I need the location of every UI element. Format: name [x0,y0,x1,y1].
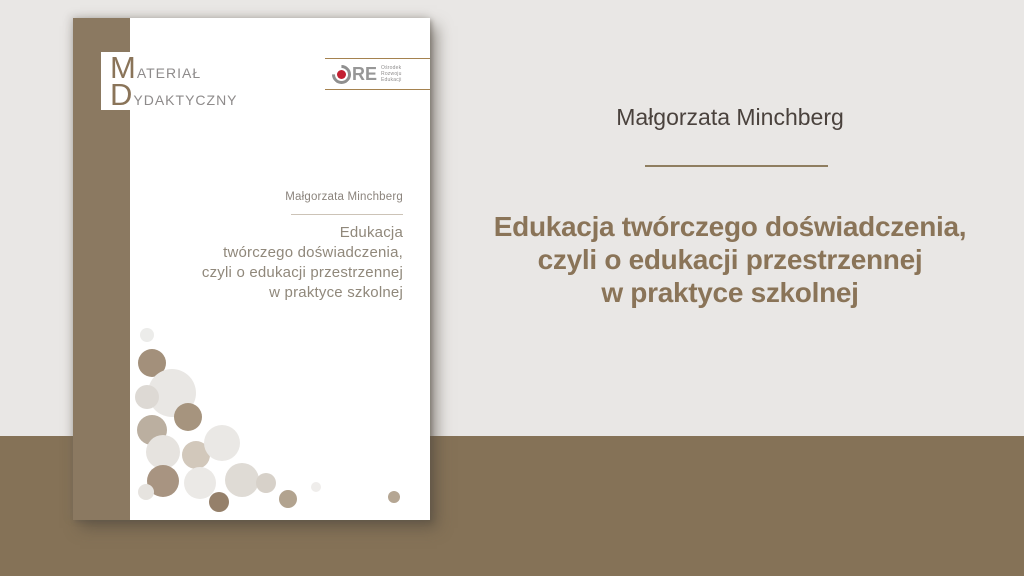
badge-rest-material: ATERIAŁ [136,65,202,81]
badge-initial-m: M [110,50,136,85]
decorative-circle [146,435,180,469]
cover-author: Małgorzata Minchberg [285,191,403,203]
decorative-circle [388,491,400,503]
material-dydaktyczny-badge [101,52,271,110]
ore-org-line: Edukacji [381,77,402,83]
badge-initial-d: D [110,77,133,112]
ore-red-dot-icon [335,68,348,81]
ore-ring-icon [328,61,355,88]
ore-logo-banner [325,58,430,90]
slide-author: Małgorzata Minchberg [616,104,844,130]
ore-org-line: Rozwoju [381,71,402,77]
decorative-circle [138,484,154,500]
slide-divider-rule [645,165,828,167]
badge-line-dydaktyczny [110,77,271,112]
cover-title-line: czyli o edukacji przestrzennej [201,264,403,281]
cover-title-line: twórczego doświadczenia, [223,244,403,261]
decorative-circle [279,490,297,508]
decorative-circle [209,492,229,512]
decorative-circle [135,385,159,409]
cover-author-rule [291,214,403,215]
cover-title-line: Edukacja [339,224,403,241]
ore-org-line: Ośrodek [381,65,402,71]
decorative-circle [140,328,154,342]
decorative-circle [256,473,276,493]
decorative-circle [311,482,321,492]
decorative-circle [204,425,240,461]
slide-title [434,210,1024,309]
badge-rest-dydaktyczny: YDAKTYCZNY [133,92,238,108]
decorative-circle [225,463,259,497]
slide-title-line: Edukacja twórczego doświadczenia, [493,211,967,242]
slide-title-line: czyli o edukacji przestrzennej [537,244,923,275]
cover-title-line: w praktyce szkolnej [269,284,403,301]
book-cover [73,18,430,520]
decorative-circle [174,403,202,431]
badge-line-material [110,50,271,85]
cover-title [173,223,403,303]
ore-logo-letters: RE [352,63,378,84]
ore-org-name [381,65,402,83]
slide-title-line: w praktyce szkolnej [601,277,859,308]
